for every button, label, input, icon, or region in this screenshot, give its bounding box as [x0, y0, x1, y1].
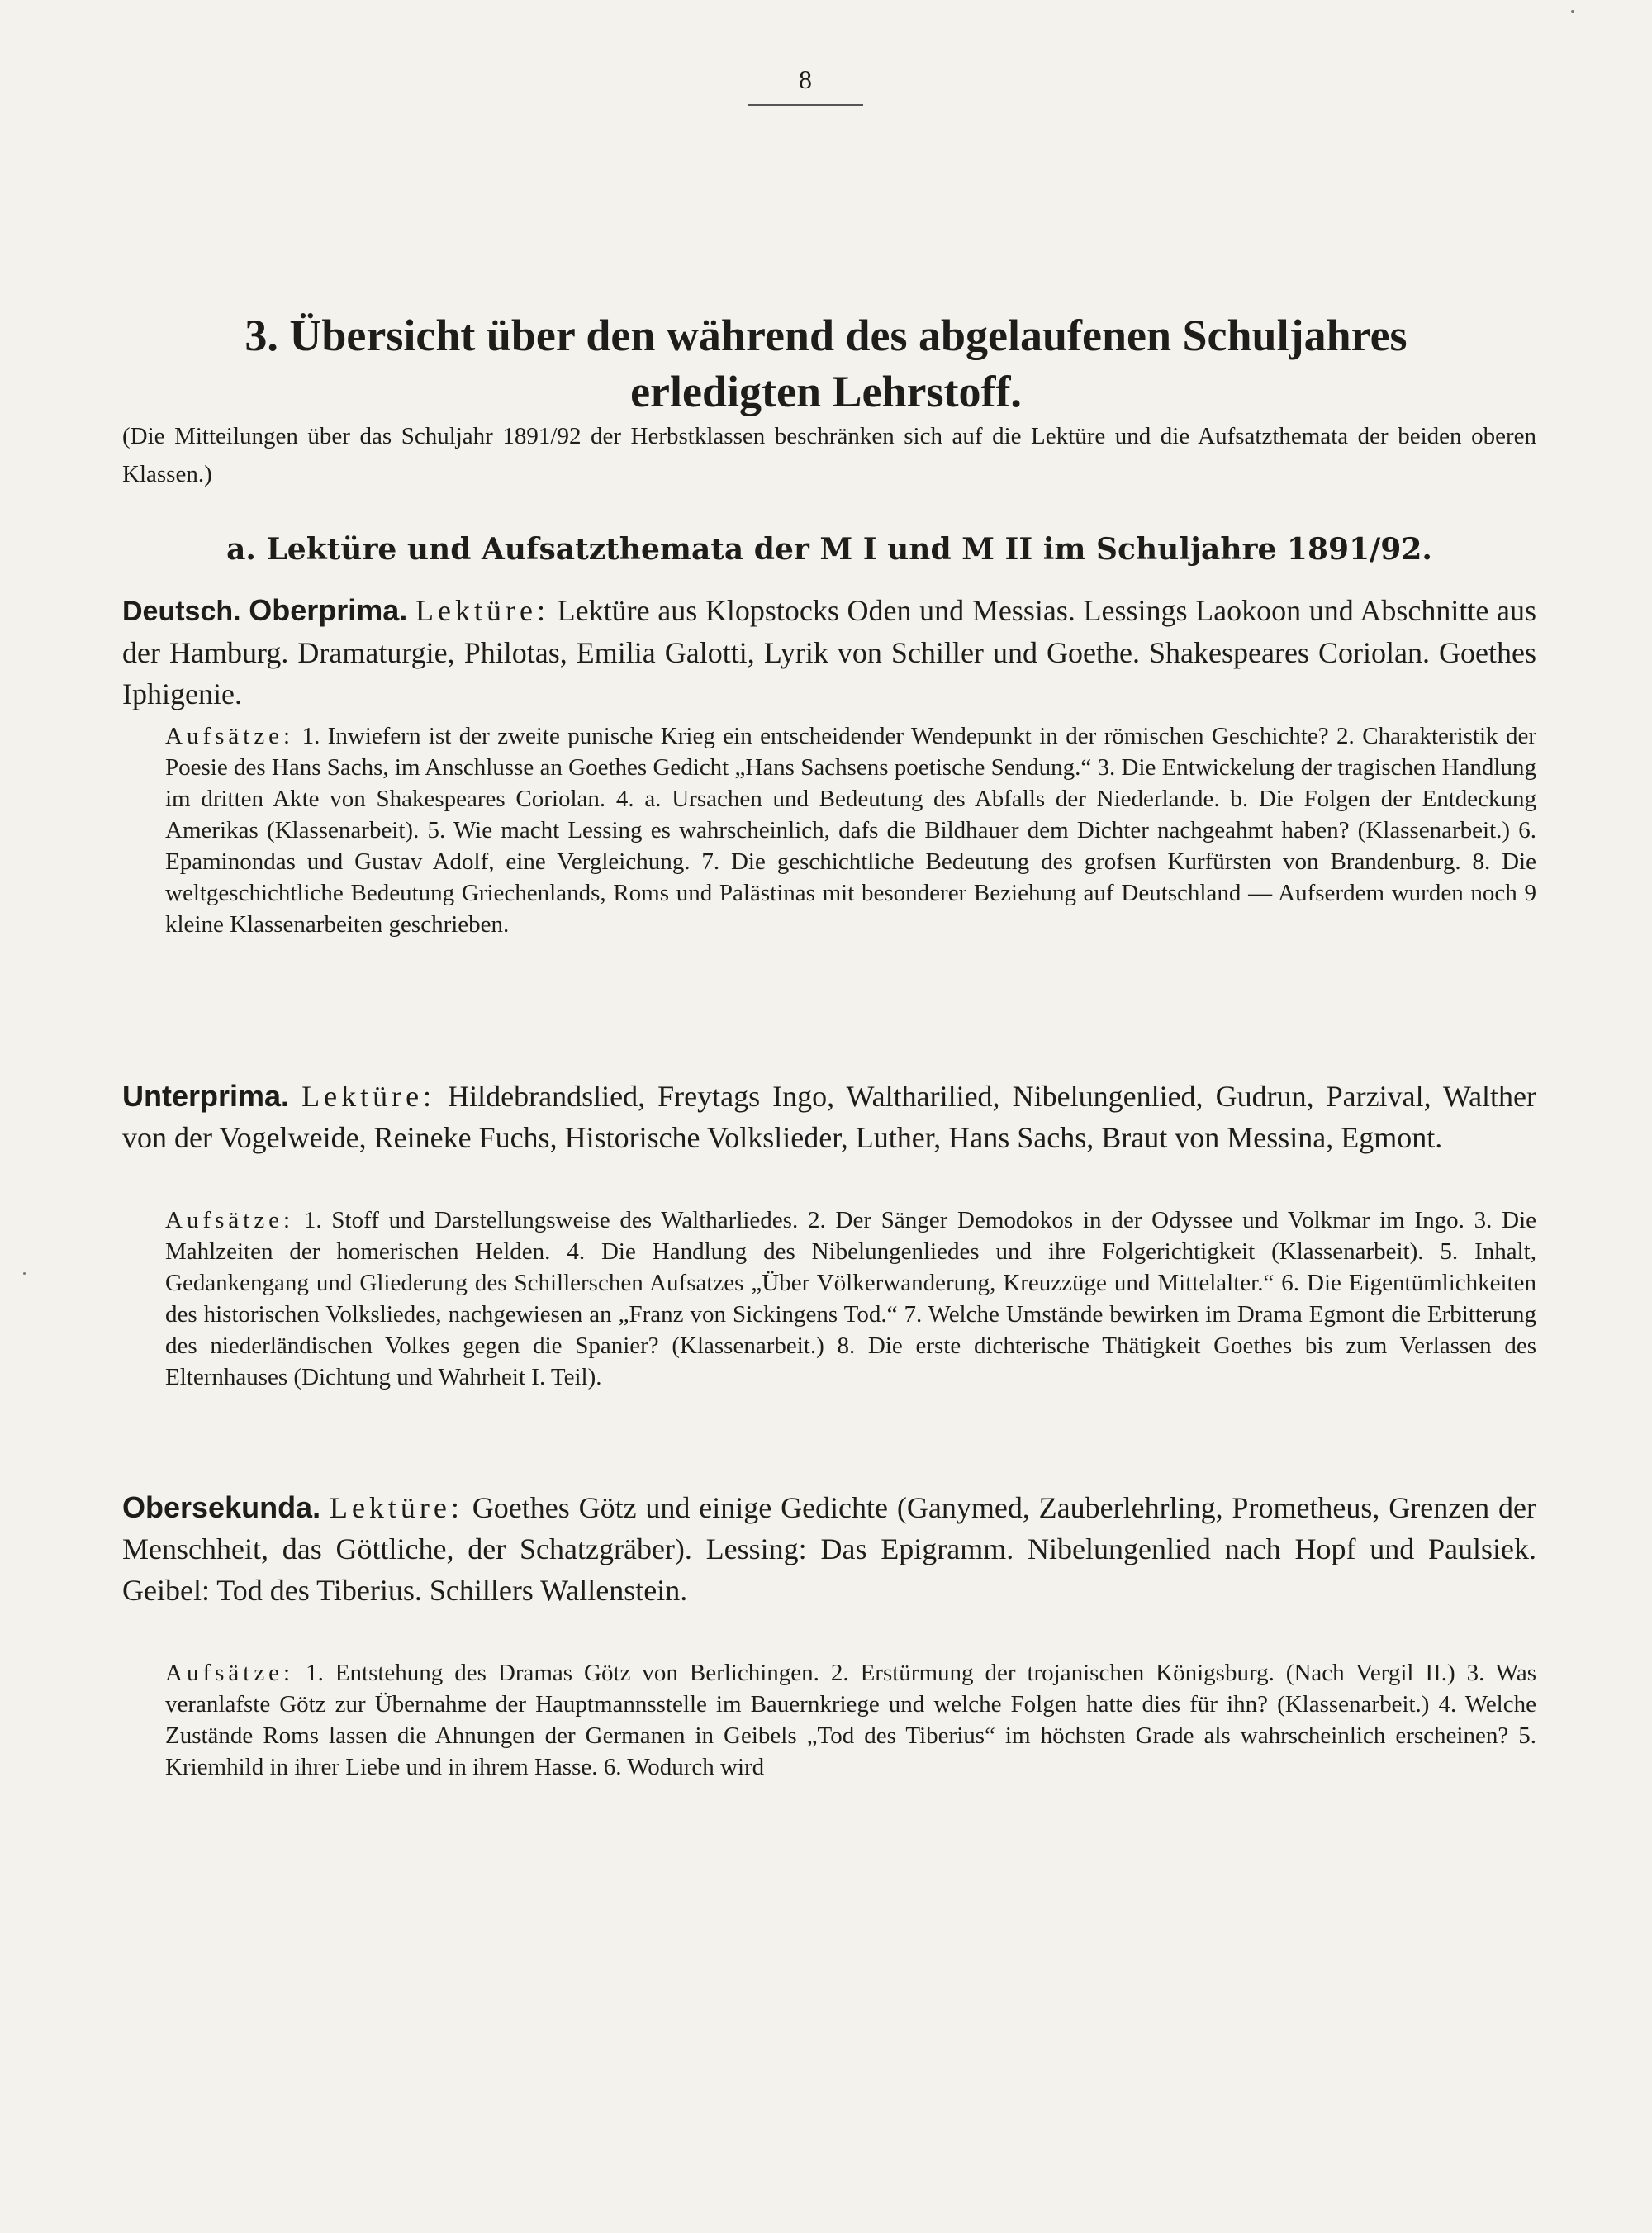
lekture-text-obersekunda: Goethes Götz und einige Gedichte (Ganymed, Zauberlehrling, Prometheus, Grenzen der Menschheit, das Göttliche, der Schatzgräber). Lessing: Das Epigramm. Nibelungenlied nach Hopf und Paulsiek. Geibel: Tod des Tiberius. Schillers Wallenstein.	[122, 1491, 1537, 1607]
intro-note: (Die Mitteilungen über das Schuljahr 1891/92 der Herbstklassen beschränken sich auf die Lektüre und die Aufsatzthemata der beiden oberen Klassen.)	[122, 423, 1536, 487]
section-oberprima-topics	[122, 720, 1536, 940]
section-unterprima-topics	[122, 1204, 1536, 1393]
section-title-line-1: 3. Übersicht über den während des abgelaufenen Schuljahres	[244, 311, 1408, 360]
subheading: a. Lektüre und Aufsatzthemata der M I und M II im Schuljahre 1891/92.	[226, 532, 1432, 567]
topics-text-unterprima: 1. Stoff und Darstellungsweise des Waltharliedes. 2. Der Sänger Demodokos in der Odyssee und Volkmar im Ingo. 3. Die Mahlzeiten der homerischen Helden. 4. Die Handlung des Nibelungenliedes und ihre Folgerichtigkeit (Klassenarbeit). 5. Inhalt, Gedankengang und Gliederung des Schillerschen Aufsatzes „Über Völkerwanderung, Kreuzzüge und Mittelalter.“ 6. Die Eigentümlichkeiten des historischen Volksliedes, nachgewiesen an „Franz von Sickingens Tod.“ 7. Welche Umstände bewirken im Drama Egmont die Erbitterung des niederländischen Volkes gegen die Spanier? (Klassenarbeit.) 8. Die erste dichterische Thätigkeit Goethes bis zum Verlassen des Elternhauses (Dichtung und Wahrheit I. Teil).	[165, 1207, 1536, 1390]
section-obersekunda-lekture	[122, 1487, 1536, 1611]
section-title-line-2: erledigten Lehrstoff.	[630, 367, 1022, 416]
scan-speck	[23, 1272, 26, 1275]
lekture-text-unterprima: Hildebrandslied, Freytags Ingo, Waltharilied, Nibelungenlied, Gudrun, Parzival, Walther von der Vogelweide, Reineke Fuchs, Historische Volkslieder, Luther, Hans Sachs, Braut von Messina, Egmont.	[122, 1080, 1537, 1154]
class-label-oberprima: Oberprima.	[249, 593, 408, 627]
section-obersekunda-topics	[122, 1657, 1536, 1783]
page-number-rule	[748, 104, 863, 106]
scan-speck	[1571, 10, 1574, 13]
aufsaetze-label: Aufsätze:	[165, 1660, 295, 1686]
lekture-text-oberprima: Lektüre aus Klopstocks Oden und Messias. Lessings Laokoon und Abschnitte aus der Hamburg. Dramaturgie, Philotas, Emilia Galotti, Lyrik von Schiller und Goethe. Shakespeares Coriolan. Goethes Iphigenie.	[122, 594, 1537, 710]
page-number: 8	[799, 64, 812, 94]
topics-text-obersekunda: 1. Entstehung des Dramas Götz von Berlichingen. 2. Erstürmung der trojanischen Königsburg. (Nach Vergil II.) 3. Was veranlafste Götz zur Übernahme der Hauptmannsstelle im Bauernkriege und welche Folgen hatte dies für ihn? (Klassenarbeit.) 4. Welche Zustände Roms lassen die Ahnungen der Germanen in Geibels „Tod des Tiberius“ im höchsten Grade als wahrscheinlich erscheinen? 5. Kriemhild in ihrer Liebe und in ihrem Hasse. 6. Wodurch wird	[165, 1660, 1536, 1780]
class-label-unterprima: Unterprima.	[122, 1079, 290, 1113]
section-unterprima-lekture	[122, 1076, 1536, 1158]
topics-text-oberprima: 1. Inwiefern ist der zweite punische Krieg ein entscheidender Wendepunkt in der römischen Geschichte? 2. Charakteristik der Poesie des Hans Sachs, im Anschlusse an Goethes Gedicht „Hans Sachsens poetische Sendung.“ 3. Die Entwickelung der tragischen Handlung im dritten Akte von Shakespeares Coriolan. 4. a. Ursachen und Bedeutung des Abfalls der Niederlande. b. Die Folgen der Entdeckung Amerikas (Klassenarbeit). 5. Wie macht Lessing es wahrscheinlich, dafs die Bildhauer dem Dichter nachgeahmt haben? (Klassenarbeit.) 6. Epaminondas und Gustav Adolf, eine Vergleichung. 7. Die geschichtliche Bedeutung des grofsen Kurfürsten von Brandenburg. 8. Die weltgeschichtliche Bedeutung Griechenlands, Roms und Palästinas mit besonderer Beziehung auf Deutschland — Aufserdem wurden noch 9 kleine Klassenarbeiten geschrieben.	[165, 723, 1536, 938]
aufsaetze-label: Aufsätze:	[165, 1207, 295, 1233]
section-oberprima-lekture	[122, 590, 1536, 715]
subject-label: Deutsch.	[122, 596, 241, 627]
lekture-label: Lektüre:	[415, 594, 549, 627]
lekture-label: Lektüre:	[329, 1491, 463, 1524]
lekture-label: Lektüre:	[301, 1080, 436, 1113]
class-label-obersekunda: Obersekunda.	[122, 1490, 321, 1524]
aufsaetze-label: Aufsätze:	[165, 723, 295, 749]
